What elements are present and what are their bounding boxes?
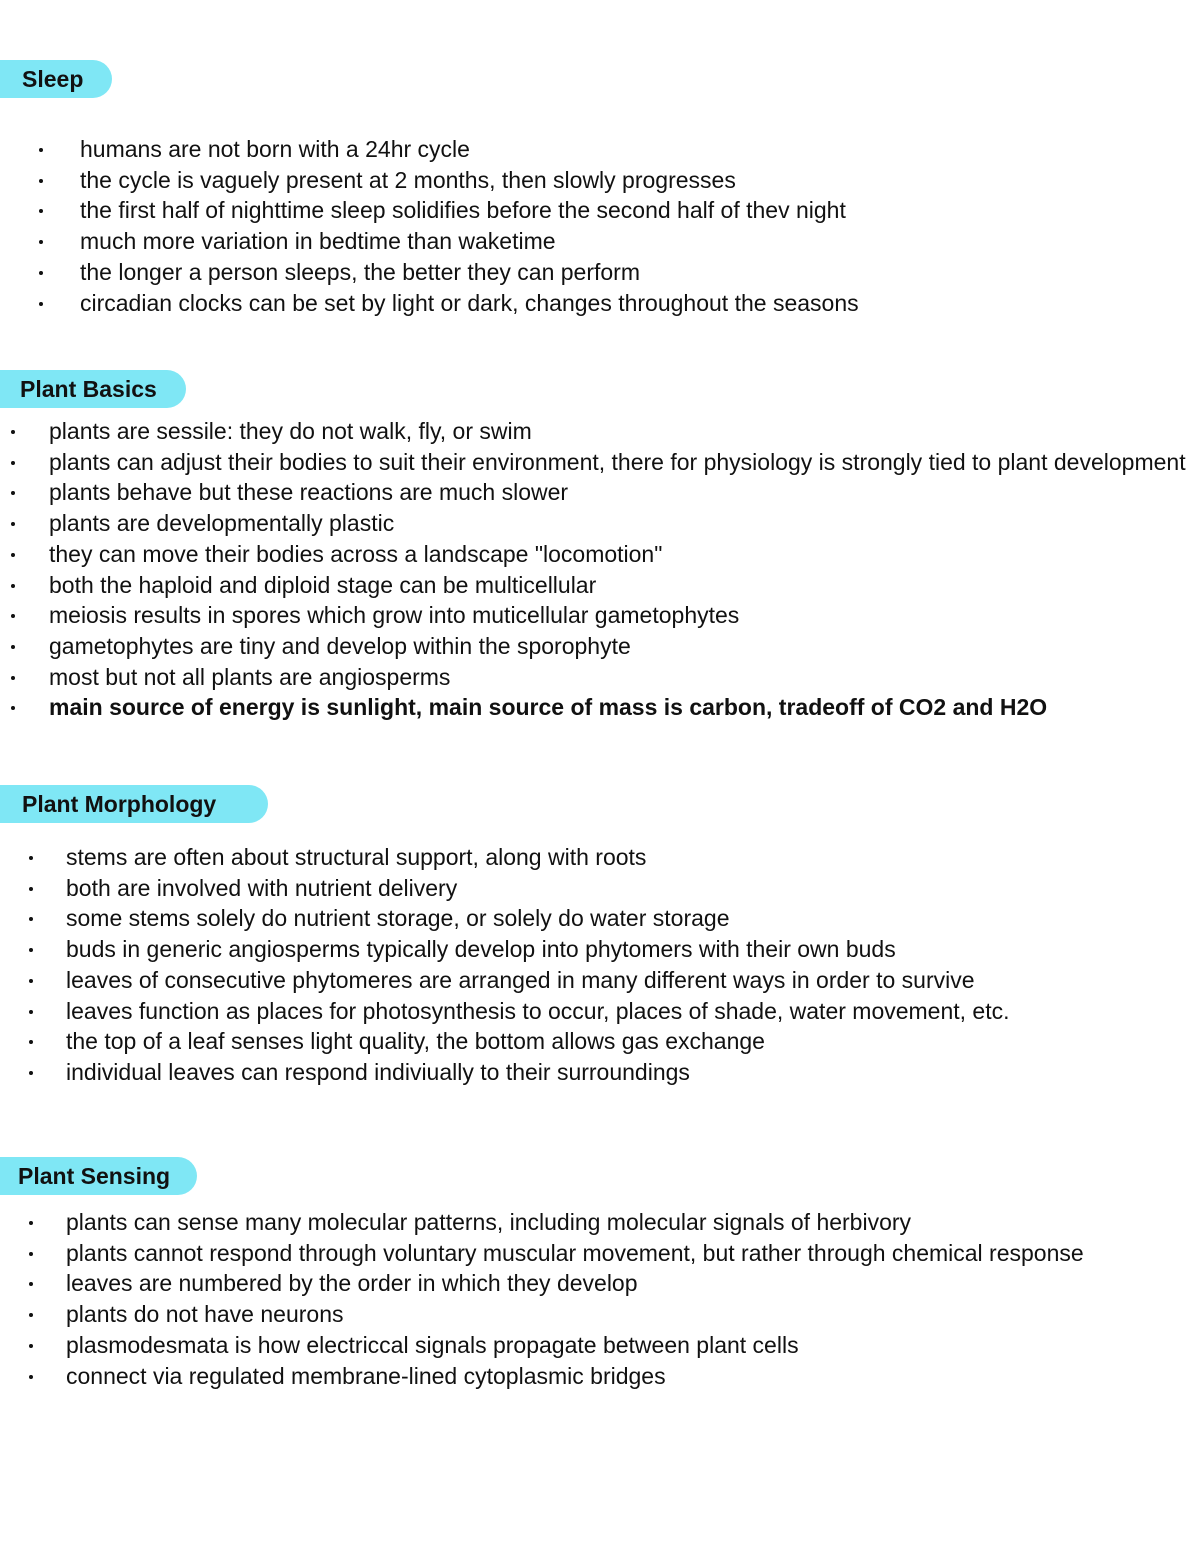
plant-morphology-list — [66, 842, 1106, 1088]
section-heading-sleep: Sleep — [0, 60, 112, 98]
list-item: humans are not born with a 24hr cycle — [80, 134, 1170, 165]
list-item: most but not all plants are angiosperms — [49, 662, 1189, 693]
list-item: circadian clocks can be set by light or dark, changes throughout the seasons — [80, 288, 1170, 319]
list-item: both the haploid and diploid stage can be multicellular — [49, 570, 1189, 601]
list-item: the cycle is vaguely present at 2 months, then slowly progresses — [80, 165, 1170, 196]
list-item: the top of a leaf senses light quality, the bottom allows gas exchange — [66, 1026, 1106, 1057]
list-item: leaves are numbered by the order in which they develop — [66, 1268, 1126, 1299]
list-item: plasmodesmata is how electriccal signals propagate between plant cells — [66, 1330, 1126, 1361]
plant-basics-list — [49, 416, 1189, 723]
list-item: plants are developmentally plastic — [49, 508, 1189, 539]
list-item: meiosis results in spores which grow into muticellular gametophytes — [49, 600, 1189, 631]
list-item: gametophytes are tiny and develop within the sporophyte — [49, 631, 1189, 662]
list-item: plants are sessile: they do not walk, fly, or swim — [49, 416, 1189, 447]
list-item: plants do not have neurons — [66, 1299, 1126, 1330]
list-item: the first half of nighttime sleep solidifies before the second half of thev night — [80, 195, 1170, 226]
plant-sensing-list — [66, 1207, 1126, 1391]
list-item: the longer a person sleeps, the better they can perform — [80, 257, 1170, 288]
list-item: plants can sense many molecular patterns, including molecular signals of herbivory — [66, 1207, 1126, 1238]
list-item: both are involved with nutrient delivery — [66, 873, 1106, 904]
list-item: buds in generic angiosperms typically develop into phytomers with their own buds — [66, 934, 1106, 965]
list-item-key-point: main source of energy is sunlight, main source of mass is carbon, tradeoff of CO2 and H2O — [49, 692, 1189, 723]
list-item: plants can adjust their bodies to suit their environment, there for physiology is strongly tied to plant development — [49, 447, 1189, 478]
list-item: leaves function as places for photosynthesis to occur, places of shade, water movement, etc. — [66, 996, 1106, 1027]
section-heading-plant-sensing: Plant Sensing — [0, 1157, 197, 1195]
list-item: individual leaves can respond indiviually to their surroundings — [66, 1057, 1106, 1088]
list-item: plants cannot respond through voluntary muscular movement, but rather through chemical response — [66, 1238, 1126, 1269]
list-item: stems are often about structural support, along with roots — [66, 842, 1106, 873]
list-item: connect via regulated membrane-lined cytoplasmic bridges — [66, 1361, 1126, 1392]
list-item: they can move their bodies across a landscape "locomotion" — [49, 539, 1189, 570]
sleep-list — [80, 134, 1170, 318]
section-heading-plant-basics: Plant Basics — [0, 370, 186, 408]
list-item: leaves of consecutive phytomeres are arranged in many different ways in order to survive — [66, 965, 1106, 996]
list-item: plants behave but these reactions are much slower — [49, 477, 1189, 508]
list-item: much more variation in bedtime than waketime — [80, 226, 1170, 257]
section-heading-plant-morphology: Plant Morphology — [0, 785, 268, 823]
list-item: some stems solely do nutrient storage, or solely do water storage — [66, 903, 1106, 934]
